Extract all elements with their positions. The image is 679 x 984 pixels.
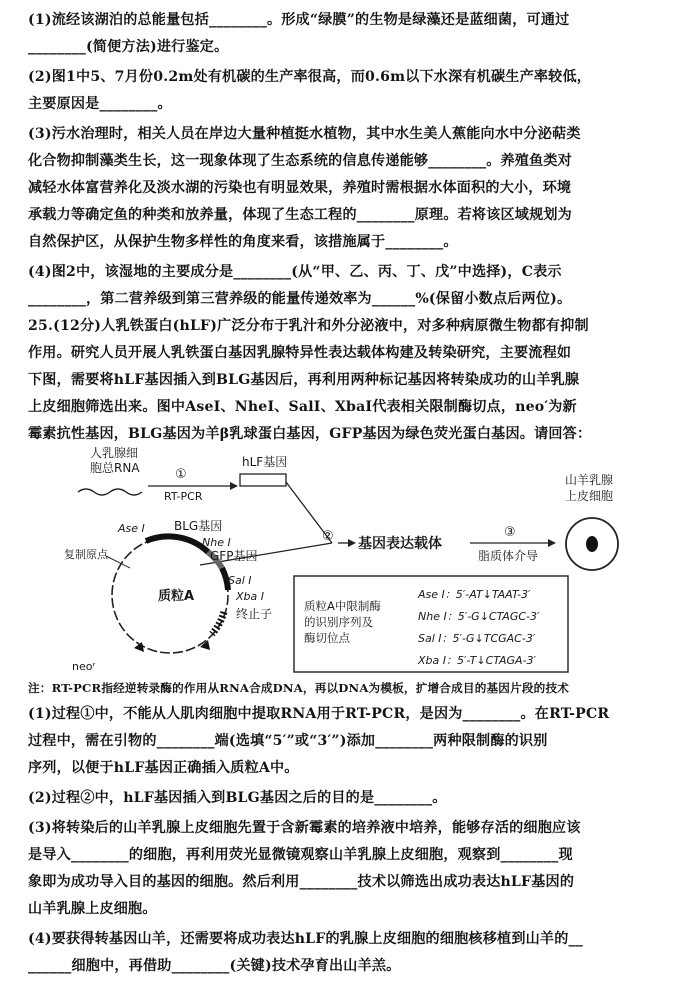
plasmid-label: 质粒A bbox=[158, 589, 195, 604]
neo-label: neoʳ bbox=[72, 660, 96, 673]
hlf-gene-label: hLF基因 bbox=[242, 455, 288, 469]
blg-gene-segment bbox=[146, 536, 208, 552]
question-line: 象即为成功导入目的基因的细胞。然后利用________技术以筛选出成功表达hLF基因的 bbox=[28, 874, 575, 890]
text-line: (4)图2中，该湿地的主要成分是________(从“甲、乙、丙、丁、戊”中选择)，C表示 bbox=[28, 264, 562, 280]
text-line: 上皮细胞筛选出来。图中AseⅠ、NheⅠ、SalⅠ、XbaⅠ代表相关限制酶切点，neo′为新 bbox=[28, 399, 577, 415]
text-line: 下图，需要将hLF基因插入到BLG基因后，再利用两种标记基因将转染成功的山羊乳腺 bbox=[28, 372, 580, 388]
rna-wave bbox=[78, 489, 142, 495]
site-ase: Ase Ⅰ：5′-AT↓TAAT-3′ bbox=[418, 588, 531, 601]
liposome-label: 脂质体介导 bbox=[478, 549, 539, 563]
step-1-marker: ① bbox=[175, 467, 187, 482]
cell-nucleus bbox=[586, 536, 598, 552]
text-line: 承载力等确定鱼的种类和放养量，体现了生态工程的________原理。若将该区域规划为 bbox=[28, 207, 572, 223]
goat-cell-label: 上皮细胞 bbox=[565, 489, 614, 503]
hlf-gene-box bbox=[240, 474, 286, 486]
goat-cell-label: 山羊乳腺 bbox=[565, 473, 614, 487]
box-title: 质粒A中限制酶 bbox=[304, 599, 381, 613]
process-diagram bbox=[60, 440, 660, 676]
sal-site-label: Sal Ⅰ bbox=[228, 574, 252, 587]
text-line: 化合物抑制藻类生长，这一现象体现了生态系统的信息传递能够________。养殖鱼类对 bbox=[28, 153, 572, 169]
question-line: (1)过程①中，不能从人肌肉细胞中提取RNA用于RT-PCR，是因为________。在RT-PCR bbox=[28, 706, 610, 722]
text-line: ________(简便方法)进行鉴定。 bbox=[28, 39, 229, 55]
arrow-head bbox=[230, 482, 238, 490]
text-line: 霉素抗性基因，BLG基因为羊β乳球蛋白基因，GFP基因为绿色荧光蛋白基因。请回答： bbox=[28, 426, 592, 442]
ase-site-label: Ase Ⅰ bbox=[118, 522, 145, 535]
terminator-label: 终止子 bbox=[236, 607, 273, 621]
text-line: 作用。研究人员开展人乳铁蛋白基因乳腺特异性表达载体构建及转染研究，主要流程如 bbox=[28, 345, 572, 361]
vector-label: 基因表达载体 bbox=[358, 536, 442, 552]
question-line: 山羊乳腺上皮细胞。 bbox=[28, 901, 157, 917]
nhe-site-label: Nhe Ⅰ bbox=[202, 536, 231, 549]
text-line: (1)流经该湖泊的总能量包括________。形成“绿膜”的生物是绿藻还是蓝细菌，可通过 bbox=[28, 12, 570, 28]
text-line: 自然保护区，从保护生物多样性的角度来看，该措施属于________。 bbox=[28, 234, 458, 250]
question-line: 是导入________的细胞，再利用荧光显微镜观察山羊乳腺上皮细胞，观察到________现 bbox=[28, 847, 573, 863]
question-line: (3)将转染后的山羊乳腺上皮细胞先置于含新霉素的培养液中培养，能够存活的细胞应该 bbox=[28, 820, 581, 836]
terminator-segment bbox=[212, 612, 224, 634]
blg-gene-label: BLG基因 bbox=[174, 519, 223, 533]
text-line: (2)图1中5、7月份0.2m处有机碳的生产率很高，而0.6m以下水深有机碳生产率较低， bbox=[28, 69, 592, 85]
rtpcr-label: RT-PCR bbox=[164, 490, 203, 503]
arrow-head bbox=[348, 539, 356, 547]
text-line: (3)污水治理时，相关人员在岸边大量种植挺水植物，其中水生美人蕉能向水中分泌萜类 bbox=[28, 126, 581, 142]
arrow-head bbox=[548, 539, 556, 547]
text-line: 主要原因是________。 bbox=[28, 96, 172, 112]
question-line: 过程中，需在引物的________端(选填“5′”或“3′”)添加________两种限制酶的识别 bbox=[28, 733, 548, 749]
xba-site-label: Xba Ⅰ bbox=[236, 590, 264, 603]
diagram-note: 注：RT-PCR指经逆转录酶的作用从RNA合成DNA，再以DNA为模板，扩增合成目的基因片段的技术 bbox=[28, 681, 570, 695]
question-line: ______细胞中，再借助________(关键)技术孕育出山羊羔。 bbox=[28, 958, 401, 974]
box-title: 酶切位点 bbox=[304, 631, 350, 645]
site-xba: Xba Ⅰ：5′-T↓CTAGA-3′ bbox=[418, 654, 537, 667]
box-title: 的识别序列及 bbox=[304, 615, 373, 629]
question-line: 序列，以便于hLF基因正确插入质粒A中。 bbox=[28, 760, 299, 776]
step-2-marker: ② bbox=[322, 529, 334, 544]
question-line: (4)要获得转基因山羊，还需要将成功表达hLF的乳腺上皮细胞的细胞核移植到山羊的__ bbox=[28, 931, 583, 947]
site-sal: Sal Ⅰ：5′-G↓TCGAC-3′ bbox=[418, 632, 536, 645]
question-line: (2)过程②中，hLF基因插入到BLG基因之后的目的是________。 bbox=[28, 790, 447, 806]
question-25-heading: 25.(12分)人乳铁蛋白(hLF)广泛分布于乳汁和外分泌液中，对多种病原微生物都有抑制 bbox=[28, 318, 589, 334]
gfp-gene-label: GFP基因 bbox=[210, 549, 258, 563]
replication-origin-label: 复制原点 bbox=[64, 548, 108, 561]
site-nhe: Nhe Ⅰ：5′-G↓CTAGC-3′ bbox=[418, 610, 540, 623]
rna-label: 胞总RNA bbox=[90, 461, 140, 475]
text-line: ________，第二营养级到第三营养级的能量传递效率为______%(保留小数点后两位)。 bbox=[28, 291, 572, 307]
step-3-marker: ③ bbox=[504, 525, 516, 540]
text-line: 减轻水体富营养化及淡水湖的污染也有明显效果，养殖时需根据水体面积的大小，环境 bbox=[28, 180, 572, 196]
rna-label: 人乳腺细 bbox=[90, 446, 139, 460]
